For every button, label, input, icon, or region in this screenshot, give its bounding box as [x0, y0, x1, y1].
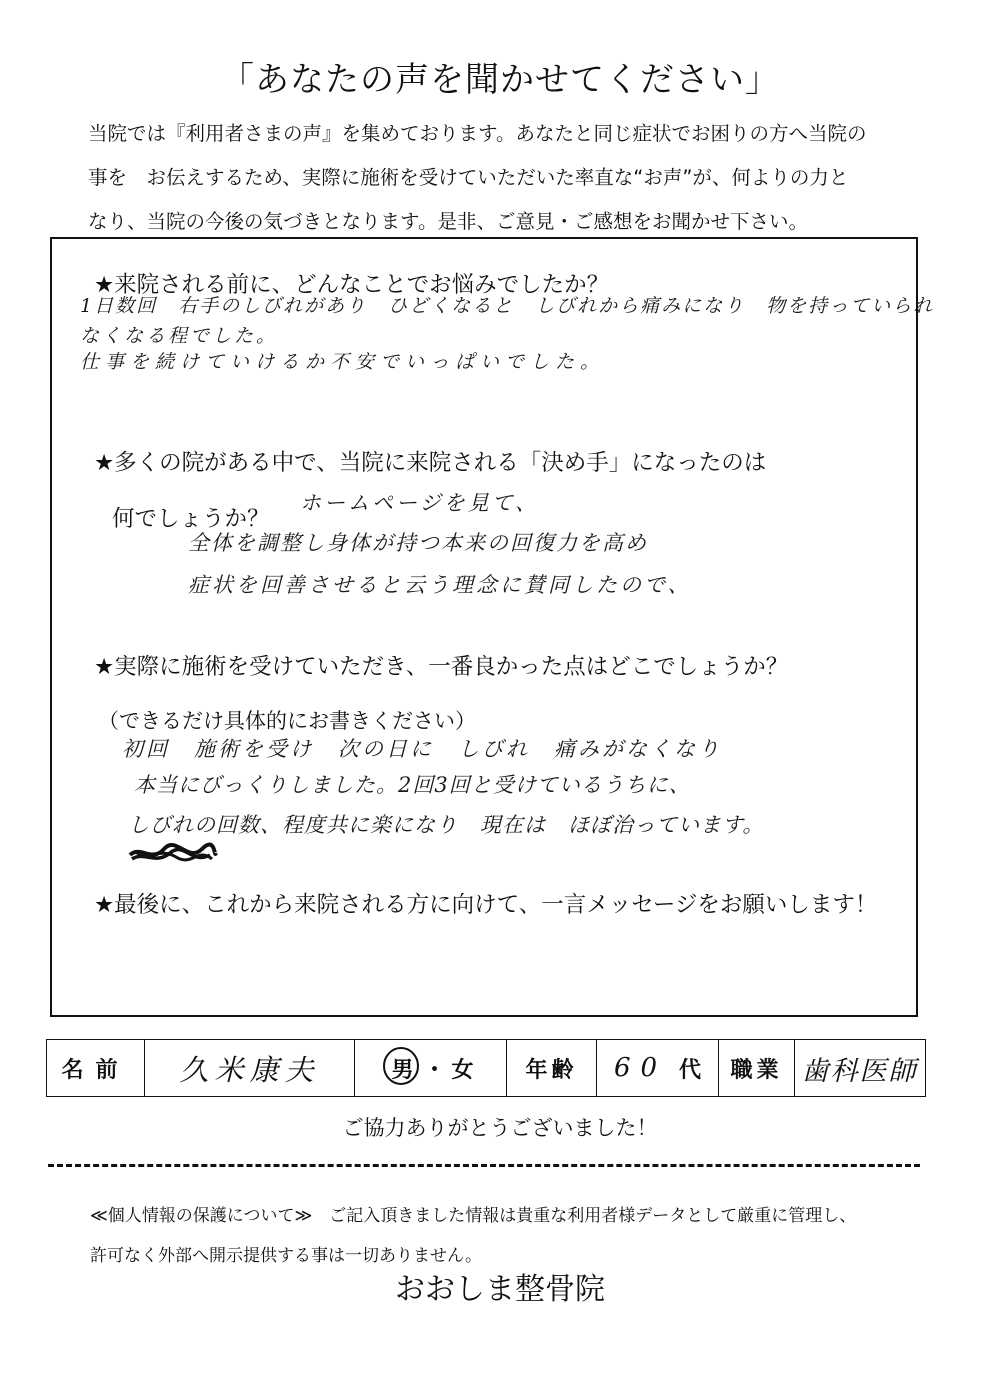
crossed-out-scribble — [126, 841, 218, 867]
age-value-cell — [597, 1040, 719, 1096]
page-title: 「あなたの声を聞かせてください」 — [220, 60, 780, 100]
respondent-info-row — [46, 1039, 926, 1097]
clinic-name: おおしま整骨院 — [395, 1272, 605, 1307]
job-label: 職業 — [730, 1057, 783, 1083]
name-value: 久米康夫 — [179, 1052, 320, 1087]
gender-cell — [355, 1040, 507, 1096]
job-value-cell — [795, 1040, 924, 1096]
answer-3-line: 初回 施術を受け 次の日に しびれ 痛みがなくなり — [122, 737, 722, 761]
answer-2-line: ホームページを見て、 — [300, 491, 540, 515]
intro-line: なり、当院の今後の気づきとなります。是非、ご意見・ご感想をお聞かせ下さい。 — [88, 210, 808, 233]
age-value: 60 — [613, 1053, 668, 1083]
thank-you-text: ご協力ありがとうございました！ — [342, 1116, 658, 1140]
circle-mark-icon — [381, 1045, 421, 1087]
answer-3-line: しびれの回数、程度共に楽になり 現在は ほぼ治っています。 — [128, 813, 765, 837]
gender-male: 男 — [391, 1057, 414, 1083]
name-label: 名前 — [61, 1057, 130, 1083]
question-4: ★最後に、これから来院される方に向けて、一言メッセージをお願いします！ — [94, 892, 878, 918]
intro-line: 事を お伝えするため、実際に施術を受けていただいた率直な“お声”が、何よりの力と — [88, 166, 849, 189]
gender-separator: ・ — [423, 1057, 446, 1083]
answer-2-line: 症状を回善させると云う理念に賛同したので、 — [188, 573, 692, 597]
name-label-cell — [47, 1040, 145, 1096]
name-value-cell — [145, 1040, 355, 1096]
age-suffix: 代 — [679, 1057, 702, 1083]
answer-1-line: 仕事を続けていけるか不安でいっぱいでした。 — [80, 351, 606, 373]
job-label-cell — [719, 1040, 795, 1096]
answer-1-line: 1日数回 右手のしびれがあり ひどくなると しびれから痛みになり 物を持っていられ — [80, 295, 935, 317]
cut-line-divider — [48, 1164, 920, 1167]
job-value: 歯科医師 — [801, 1055, 918, 1087]
answer-1-line: なくなる程でした。 — [80, 325, 279, 347]
question-3: ★実際に施術を受けていただき、一番良かった点はどこでしょうか？ — [94, 654, 789, 680]
intro-line: 当院では『利用者さまの声』を集めております。あなたと同じ症状でお困りの方へ当院の — [88, 122, 867, 145]
privacy-line: 許可なく外部へ開示提供する事は一切ありません。 — [90, 1246, 483, 1266]
question-2-continued: 何でしょうか？ — [112, 506, 270, 532]
question-1: ★来院される前に、どんなことでお悩みでしたか？ — [94, 272, 610, 298]
question-3-note: （できるだけ具体的にお書きください） — [98, 709, 476, 733]
questionnaire-box — [50, 237, 935, 1017]
intro-paragraph — [88, 112, 928, 244]
age-label: 年齢 — [525, 1057, 578, 1083]
gender-male-circled — [387, 1053, 417, 1084]
privacy-line: ≪個人情報の保護について≫ ご記入頂きました情報は貴重な利用者様データとして厳重に管理し、 — [90, 1206, 857, 1226]
gender-female: 女 — [451, 1057, 474, 1083]
answer-2-line: 全体を調整し身体が持つ本来の回復力を高め — [188, 531, 648, 555]
answer-3-line: 本当にびっくりしました。2回3回と受けているうちに、 — [134, 773, 691, 797]
question-2: ★多くの院がある中で、当院に来院される「決め手」になったのは — [94, 450, 767, 476]
age-label-cell — [507, 1040, 597, 1096]
